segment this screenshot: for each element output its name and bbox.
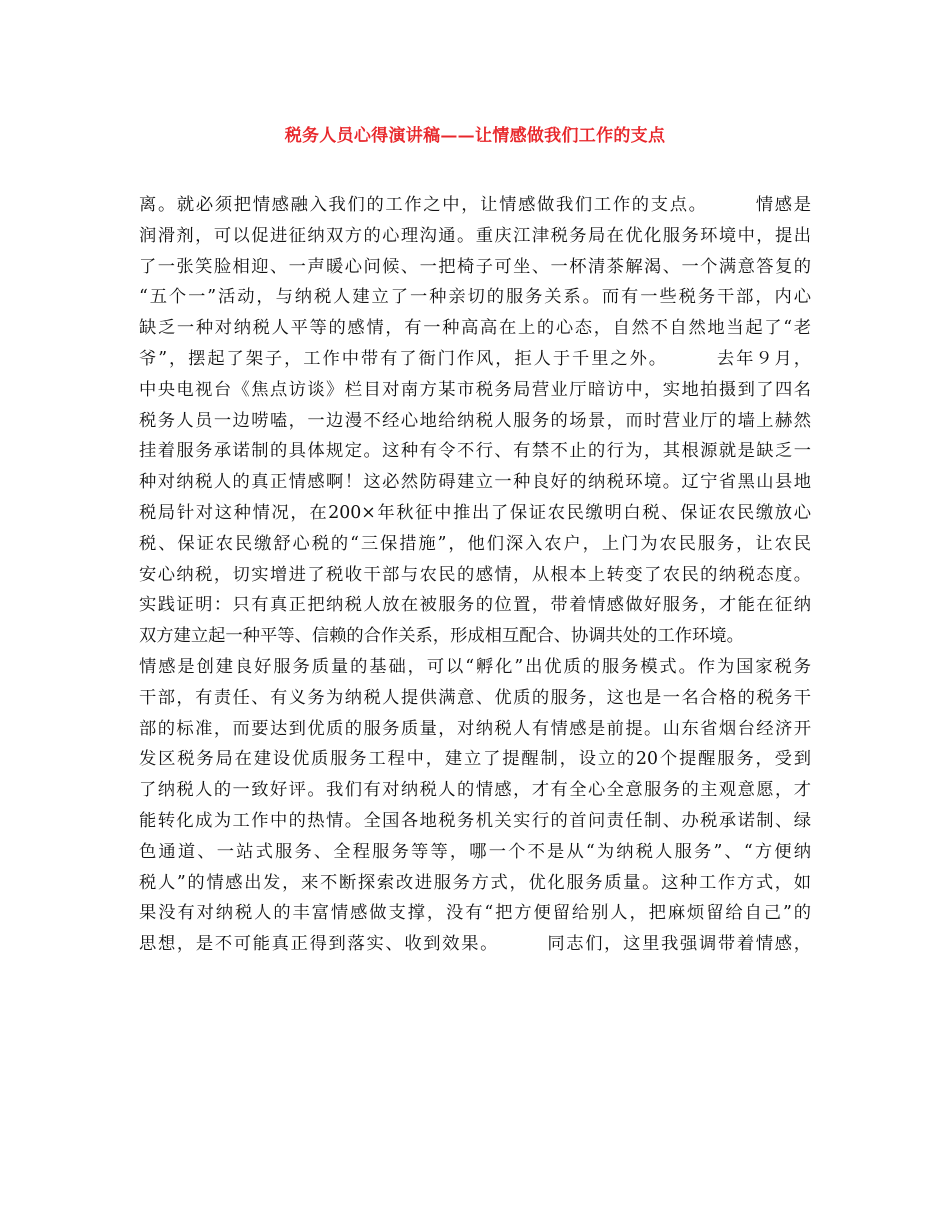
body-line: 税局针对这种情况，在200×年秋征中推出了保证农民缴明白税、保证农民缴放心 xyxy=(139,502,811,523)
body-line: 了纳税人的一致好评。我们有对纳税人的情感，才有全心全意服务的主观意愿，才 xyxy=(139,780,811,801)
body-line: 爷”，摆起了架子，工作中带有了衙门作风，拒人于千里之外。 去年９月， xyxy=(139,348,811,369)
body-line: 种对纳税人的真正情感啊！这必然防碍建立一种良好的纳税环境。辽宁省黑山县地 xyxy=(139,472,811,493)
body-line: 了一张笑脸相迎、一声暖心问候、一把椅子可坐、一杯清茶解渴、一个满意答复的 xyxy=(139,256,811,277)
body-line: 情感是创建良好服务质量的基础，可以“孵化”出优质的服务模式。作为国家税务 xyxy=(139,656,811,677)
body-line: 安心纳税，切实增进了税收干部与农民的感情，从根本上转变了农民的纳税态度。 xyxy=(139,564,811,585)
body-line: 能转化成为工作中的热情。全国各地税务机关实行的首问责任制、办税承诺制、绿 xyxy=(139,810,811,831)
document-title: 税务人员心得演讲稿——让情感做我们工作的支点 xyxy=(284,126,666,146)
body-line: 离。就必须把情感融入我们的工作之中，让情感做我们工作的支点。 情感是 xyxy=(139,195,811,215)
document-body xyxy=(139,190,811,960)
body-line: 发区税务局在建设优质服务工程中，建立了提醒制，设立的20个提醒服务，受到 xyxy=(139,749,811,770)
body-line: 实践证明：只有真正把纳税人放在被服务的位置，带着情感做好服务，才能在征纳 xyxy=(139,595,811,616)
body-line: 果没有对纳税人的丰富情感做支撑，没有“把方便留给别人，把麻烦留给自己”的 xyxy=(139,903,811,924)
body-line: 色通道、一站式服务、全程服务等等，哪一个不是从“为纳税人服务”、“方便纳 xyxy=(139,841,811,862)
body-line: 税务人员一边唠嗑，一边漫不经心地给纳税人服务的场景，而时营业厅的墙上赫然 xyxy=(139,410,811,431)
body-line: 干部，有责任、有义务为纳税人提供满意、优质的服务，这也是一名合格的税务干 xyxy=(139,687,811,708)
body-line: 部的标准，而要达到优质的服务质量，对纳税人有情感是前提。山东省烟台经济开 xyxy=(139,718,811,739)
body-line: 税人”的情感出发，来不断探索改进服务方式，优化服务质量。这种工作方式，如 xyxy=(139,872,811,893)
body-line: 挂着服务承诺制的具体规定。这种有令不行、有禁不止的行为，其根源就是缺乏一 xyxy=(139,441,811,462)
body-line: 税、保证农民缴舒心税的“三保措施”，他们深入农户，上门为农民服务，让农民 xyxy=(139,533,811,554)
body-line: 中央电视台《焦点访谈》栏目对南方某市税务局营业厅暗访中，实地拍摄到了四名 xyxy=(139,379,811,400)
body-line: 润滑剂，可以促进征纳双方的心理沟通。重庆江津税务局在优化服务环境中，提出 xyxy=(139,225,811,246)
body-line: 双方建立起一种平等、信赖的合作关系，形成相互配合、协调共处的工作环境。 xyxy=(139,626,744,647)
body-line: 思想，是不可能真正得到落实、收到效果。 同志们，这里我强调带着情感， xyxy=(139,934,811,955)
body-line: 缺乏一种对纳税人平等的感情，有一种高高在上的心态，自然不自然地当起了“老 xyxy=(139,318,811,339)
body-line: “五个一”活动，与纳税人建立了一种亲切的服务关系。而有一些税务干部，内心 xyxy=(139,287,811,308)
